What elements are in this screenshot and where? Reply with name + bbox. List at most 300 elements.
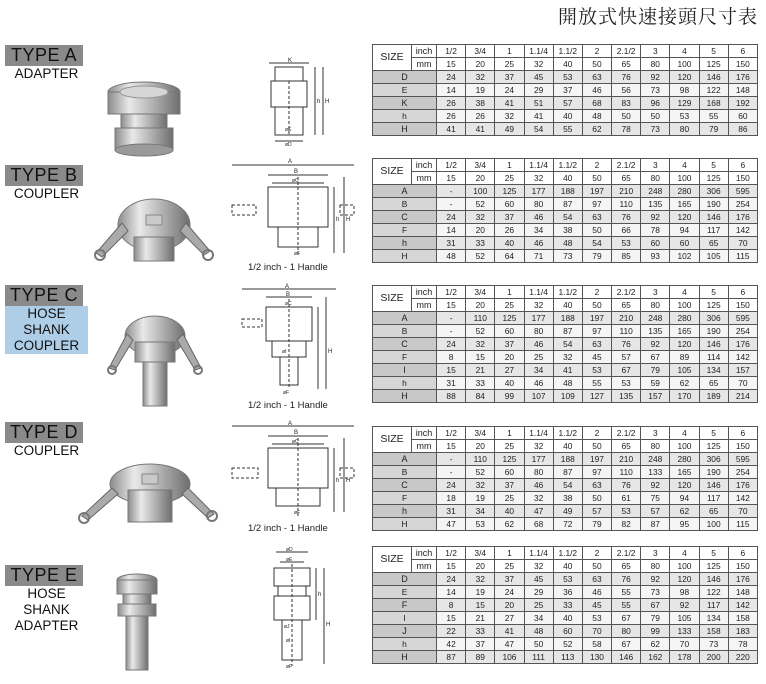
value-cell: 80 [524, 466, 553, 479]
unit-inch: inch [412, 286, 437, 299]
table-row [373, 492, 758, 505]
value-cell: 92 [641, 338, 670, 351]
inch-size-cell: 3 [641, 159, 670, 172]
value-cell: 63 [582, 211, 611, 224]
table-row [373, 351, 758, 364]
mm-size-cell: 20 [466, 172, 495, 185]
table-row [373, 612, 758, 625]
mm-size-cell: 32 [524, 440, 553, 453]
mm-size-cell: 65 [612, 58, 641, 71]
mm-size-cell: 40 [553, 172, 582, 185]
inch-size-cell: 4 [670, 45, 699, 58]
value-cell: 111 [524, 651, 553, 664]
inch-size-cell: 4 [670, 286, 699, 299]
value-cell: 73 [641, 84, 670, 97]
table-row [373, 651, 758, 664]
value-cell: 47 [495, 638, 524, 651]
value-cell: 254 [728, 198, 757, 211]
mm-size-cell: 25 [495, 299, 524, 312]
mm-size-cell: 125 [699, 440, 728, 453]
value-cell: 82 [612, 518, 641, 531]
value-cell: 58 [582, 638, 611, 651]
value-cell: 73 [699, 638, 728, 651]
mm-size-cell: 15 [437, 560, 466, 573]
value-cell: 79 [641, 364, 670, 377]
value-cell: 63 [582, 479, 611, 492]
value-cell: 41 [437, 123, 466, 136]
inch-size-cell: 5 [699, 159, 728, 172]
type-d-spec-table [372, 426, 758, 531]
value-cell: 15 [466, 599, 495, 612]
mm-size-cell: 100 [670, 172, 699, 185]
value-cell: 63 [582, 71, 611, 84]
type-d-coupler-photo [72, 460, 222, 530]
inch-size-cell: 2 [582, 427, 611, 440]
value-cell: 41 [495, 625, 524, 638]
inch-size-cell: 6 [728, 45, 757, 58]
inch-size-cell: 1 [495, 45, 524, 58]
value-cell: 105 [699, 250, 728, 263]
value-cell: 61 [612, 492, 641, 505]
mm-size-cell: 40 [553, 299, 582, 312]
value-cell: 92 [641, 211, 670, 224]
type-d-diagram [228, 420, 358, 525]
value-cell: 63 [582, 338, 611, 351]
value-cell: 72 [553, 518, 582, 531]
value-cell: 80 [524, 325, 553, 338]
type-e-diagram [262, 546, 342, 671]
unit-mm: mm [412, 440, 437, 453]
mm-size-cell: 32 [524, 58, 553, 71]
table-row [373, 638, 758, 651]
mm-size-cell: 25 [495, 560, 524, 573]
table-row [373, 185, 758, 198]
value-cell: 59 [641, 377, 670, 390]
value-cell: - [437, 453, 466, 466]
value-cell: 80 [612, 625, 641, 638]
svg-text:øC: øC [292, 439, 299, 445]
value-cell: 41 [553, 364, 582, 377]
value-cell: 50 [582, 492, 611, 505]
value-cell: 120 [670, 71, 699, 84]
value-cell: 37 [466, 638, 495, 651]
value-cell: 24 [437, 211, 466, 224]
type-a-diagram [255, 55, 335, 147]
value-cell: 37 [495, 338, 524, 351]
value-cell: 46 [524, 377, 553, 390]
value-cell: 95 [670, 518, 699, 531]
value-cell: 100 [699, 518, 728, 531]
value-cell: 120 [670, 338, 699, 351]
inch-size-cell: 2.1/2 [612, 286, 641, 299]
inch-size-cell: 1.1/4 [524, 45, 553, 58]
type-a-badge: TYPE A [5, 45, 83, 66]
value-cell: 79 [699, 123, 728, 136]
svg-text:H: H [326, 622, 331, 628]
mm-size-cell: 65 [612, 172, 641, 185]
value-cell: 14 [437, 84, 466, 97]
value-cell: 33 [466, 625, 495, 638]
inch-size-cell: 2.1/2 [612, 45, 641, 58]
mm-size-cell: 15 [437, 58, 466, 71]
value-cell: 33 [466, 237, 495, 250]
mm-size-cell: 15 [437, 299, 466, 312]
value-cell: 53 [466, 518, 495, 531]
type-e-subtitle-2: ADAPTER [14, 618, 79, 633]
table-row [373, 573, 758, 586]
value-cell: 20 [495, 351, 524, 364]
value-cell: - [437, 198, 466, 211]
mm-size-cell: 20 [466, 560, 495, 573]
value-cell: 97 [582, 325, 611, 338]
value-cell: 8 [437, 351, 466, 364]
value-cell: 120 [670, 479, 699, 492]
value-cell: 87 [437, 651, 466, 664]
value-cell: 248 [641, 185, 670, 198]
table-row [373, 453, 758, 466]
value-cell: 79 [641, 612, 670, 625]
value-cell: 189 [699, 390, 728, 403]
value-cell: 106 [495, 651, 524, 664]
row-label: A [373, 312, 437, 325]
value-cell: 31 [437, 505, 466, 518]
table-row [373, 84, 758, 97]
value-cell: 176 [728, 211, 757, 224]
mm-size-cell: 20 [466, 440, 495, 453]
table-row [373, 325, 758, 338]
svg-text:øE: øE [286, 557, 293, 563]
mm-size-cell: 80 [641, 172, 670, 185]
value-cell: 190 [699, 325, 728, 338]
value-cell: 80 [670, 123, 699, 136]
value-cell: 53 [612, 377, 641, 390]
row-label: D [373, 71, 437, 84]
table-row [373, 198, 758, 211]
value-cell: 135 [612, 390, 641, 403]
unit-inch: inch [412, 547, 437, 560]
table-row [373, 518, 758, 531]
value-cell: 176 [728, 573, 757, 586]
row-label: H [373, 250, 437, 263]
value-cell: 33 [466, 377, 495, 390]
mm-size-cell: 50 [582, 560, 611, 573]
value-cell: 254 [728, 325, 757, 338]
inch-size-cell: 1.1/2 [553, 45, 582, 58]
value-cell: 595 [728, 312, 757, 325]
value-cell: 45 [582, 599, 611, 612]
mm-size-cell: 65 [612, 299, 641, 312]
value-cell: 105 [670, 612, 699, 625]
value-cell: 109 [553, 390, 582, 403]
value-cell: 115 [728, 250, 757, 263]
type-e-table-body [373, 547, 758, 664]
value-cell: 120 [670, 211, 699, 224]
row-label: H [373, 518, 437, 531]
row-label: C [373, 479, 437, 492]
inch-size-cell: 3 [641, 286, 670, 299]
type-b-table-body [373, 159, 758, 263]
value-cell: 40 [495, 237, 524, 250]
value-cell: 177 [524, 453, 553, 466]
value-cell: 99 [495, 390, 524, 403]
value-cell: 53 [612, 505, 641, 518]
value-cell: 192 [728, 97, 757, 110]
value-cell: 157 [728, 364, 757, 377]
size-header: SIZE [373, 286, 412, 312]
value-cell: 53 [553, 71, 582, 84]
mm-size-cell: 150 [728, 440, 757, 453]
table-row [373, 505, 758, 518]
size-header: SIZE [373, 159, 412, 185]
value-cell: 49 [495, 123, 524, 136]
row-label: F [373, 599, 437, 612]
value-cell: 70 [728, 505, 757, 518]
unit-inch: inch [412, 159, 437, 172]
value-cell: 15 [437, 612, 466, 625]
table-row [373, 224, 758, 237]
svg-text:B: B [294, 430, 299, 436]
value-cell: 105 [670, 364, 699, 377]
type-b-subtitle: COUPLER [13, 186, 80, 201]
value-cell: 25 [524, 599, 553, 612]
value-cell: 165 [670, 198, 699, 211]
type-b-coupler-photo [92, 195, 217, 267]
value-cell: 110 [612, 325, 641, 338]
row-label: E [373, 84, 437, 97]
value-cell: 70 [728, 237, 757, 250]
value-cell: 37 [495, 211, 524, 224]
mm-size-cell: 100 [670, 560, 699, 573]
value-cell: 78 [728, 638, 757, 651]
value-cell: 88 [437, 390, 466, 403]
value-cell: 127 [582, 390, 611, 403]
svg-text:h: h [317, 99, 321, 105]
value-cell: 29 [524, 84, 553, 97]
value-cell: 146 [699, 573, 728, 586]
mm-size-cell: 80 [641, 440, 670, 453]
mm-size-cell: 40 [553, 560, 582, 573]
value-cell: 57 [641, 505, 670, 518]
value-cell: 177 [524, 185, 553, 198]
inch-size-cell: 1 [495, 427, 524, 440]
type-c-handle-note: 1/2 inch - 1 Handle [248, 400, 328, 411]
value-cell: 40 [495, 377, 524, 390]
value-cell: 79 [582, 518, 611, 531]
value-cell: 46 [582, 586, 611, 599]
type-d-handle-note: 1/2 inch - 1 Handle [248, 523, 328, 534]
value-cell: 110 [612, 466, 641, 479]
value-cell: 60 [670, 237, 699, 250]
row-label: h [373, 377, 437, 390]
value-cell: 25 [495, 492, 524, 505]
value-cell: 60 [641, 237, 670, 250]
mm-size-cell: 25 [495, 58, 524, 71]
value-cell: 188 [553, 312, 582, 325]
svg-text:h: h [318, 592, 322, 598]
table-row [373, 586, 758, 599]
svg-text:øE: øE [285, 127, 292, 133]
value-cell: 65 [699, 237, 728, 250]
value-cell: 89 [466, 651, 495, 664]
value-cell: 92 [641, 71, 670, 84]
value-cell: 146 [699, 71, 728, 84]
value-cell: 21 [466, 364, 495, 377]
value-cell: 24 [437, 338, 466, 351]
table-row [373, 97, 758, 110]
svg-text:øC: øC [285, 301, 292, 307]
value-cell: 38 [553, 224, 582, 237]
value-cell: 31 [437, 237, 466, 250]
value-cell: 54 [524, 123, 553, 136]
value-cell: 73 [553, 250, 582, 263]
value-cell: 32 [495, 110, 524, 123]
size-header: SIZE [373, 45, 412, 71]
value-cell: 14 [437, 586, 466, 599]
value-cell: 53 [670, 110, 699, 123]
table-row [373, 237, 758, 250]
value-cell: 177 [524, 312, 553, 325]
value-cell: 53 [582, 612, 611, 625]
svg-text:B: B [286, 292, 291, 298]
inch-size-cell: 3 [641, 45, 670, 58]
value-cell: 57 [553, 97, 582, 110]
value-cell: 19 [466, 84, 495, 97]
value-cell: 165 [670, 325, 699, 338]
row-label: F [373, 492, 437, 505]
value-cell: 190 [699, 198, 728, 211]
value-cell: 47 [437, 518, 466, 531]
value-cell: 83 [612, 97, 641, 110]
value-cell: 46 [524, 237, 553, 250]
value-cell: 34 [524, 224, 553, 237]
header-row-mm [373, 58, 758, 71]
value-cell: 26 [437, 97, 466, 110]
table-row [373, 390, 758, 403]
svg-text:A: A [288, 421, 293, 427]
svg-text:øD: øD [285, 142, 292, 147]
row-label: h [373, 110, 437, 123]
value-cell: 115 [728, 518, 757, 531]
value-cell: - [437, 325, 466, 338]
value-cell: 99 [641, 625, 670, 638]
value-cell: 80 [524, 198, 553, 211]
svg-text:øF: øF [286, 664, 293, 670]
value-cell: 67 [641, 351, 670, 364]
svg-text:øI: øI [286, 638, 291, 644]
header-row-mm [373, 440, 758, 453]
value-cell: 306 [699, 185, 728, 198]
mm-size-cell: 150 [728, 560, 757, 573]
value-cell: 22 [437, 625, 466, 638]
value-cell: 26 [495, 224, 524, 237]
value-cell: 306 [699, 312, 728, 325]
value-cell: 55 [612, 586, 641, 599]
value-cell: 49 [553, 505, 582, 518]
value-cell: 37 [495, 479, 524, 492]
value-cell: 60 [495, 466, 524, 479]
value-cell: 33 [553, 599, 582, 612]
table-row [373, 599, 758, 612]
size-header: SIZE [373, 427, 412, 453]
value-cell: 26 [466, 110, 495, 123]
value-cell: 100 [466, 185, 495, 198]
header-row-inch [373, 286, 758, 299]
value-cell: 52 [466, 198, 495, 211]
value-cell: 32 [466, 338, 495, 351]
mm-size-cell: 80 [641, 299, 670, 312]
value-cell: 48 [582, 110, 611, 123]
value-cell: 52 [466, 325, 495, 338]
mm-size-cell: 125 [699, 172, 728, 185]
value-cell: 76 [612, 573, 641, 586]
inch-size-cell: 1.1/4 [524, 547, 553, 560]
type-e-adapter-photo [112, 570, 162, 675]
inch-size-cell: 4 [670, 159, 699, 172]
type-a-spec-table [372, 44, 758, 136]
value-cell: 70 [728, 377, 757, 390]
value-cell: 200 [699, 651, 728, 664]
inch-size-cell: 5 [699, 427, 728, 440]
table-row [373, 625, 758, 638]
value-cell: 148 [728, 84, 757, 97]
header-row-mm [373, 560, 758, 573]
inch-size-cell: 1 [495, 547, 524, 560]
page-title: 開放式快速接頭尺寸表 [557, 6, 758, 28]
inch-size-cell: 3/4 [466, 45, 495, 58]
row-label: K [373, 97, 437, 110]
value-cell: 248 [641, 312, 670, 325]
type-c-label [5, 285, 88, 354]
value-cell: 146 [699, 338, 728, 351]
type-d-badge: TYPE D [5, 422, 83, 443]
value-cell: 280 [670, 453, 699, 466]
value-cell: 595 [728, 453, 757, 466]
value-cell: 50 [612, 110, 641, 123]
value-cell: 98 [670, 586, 699, 599]
value-cell: 21 [466, 612, 495, 625]
value-cell: 34 [524, 612, 553, 625]
value-cell: 110 [612, 198, 641, 211]
value-cell: 40 [553, 110, 582, 123]
table-row [373, 338, 758, 351]
mm-size-cell: 15 [437, 172, 466, 185]
value-cell: 55 [553, 123, 582, 136]
type-e-badge: TYPE E [5, 565, 83, 586]
value-cell: 92 [641, 573, 670, 586]
value-cell: 176 [728, 71, 757, 84]
value-cell: 63 [582, 573, 611, 586]
type-d-table-body [373, 427, 758, 531]
value-cell: 122 [699, 84, 728, 97]
value-cell: 27 [495, 364, 524, 377]
value-cell: 183 [728, 625, 757, 638]
value-cell: 41 [524, 110, 553, 123]
type-a-table-body [373, 45, 758, 136]
mm-size-cell: 20 [466, 299, 495, 312]
mm-size-cell: 50 [582, 58, 611, 71]
mm-size-cell: 40 [553, 440, 582, 453]
value-cell: 20 [466, 224, 495, 237]
value-cell: 32 [553, 351, 582, 364]
unit-mm: mm [412, 172, 437, 185]
value-cell: 48 [524, 625, 553, 638]
value-cell: 134 [699, 612, 728, 625]
value-cell: 220 [728, 651, 757, 664]
inch-size-cell: 2 [582, 547, 611, 560]
unit-inch: inch [412, 45, 437, 58]
value-cell: 73 [641, 123, 670, 136]
svg-text:H: H [346, 478, 351, 484]
